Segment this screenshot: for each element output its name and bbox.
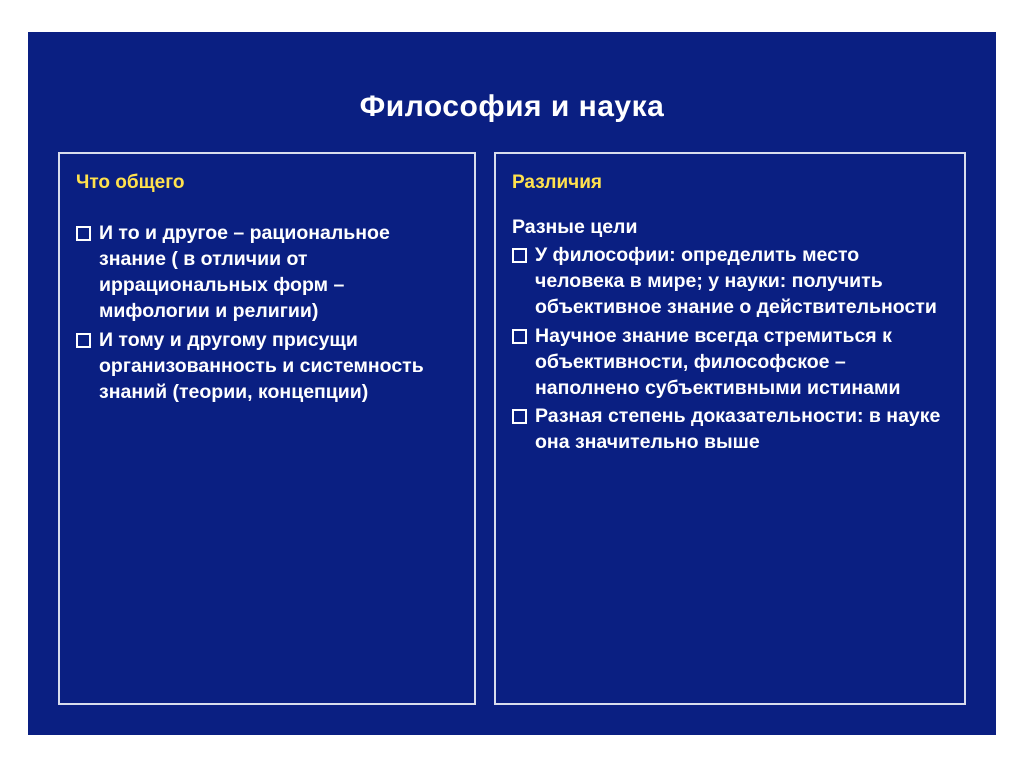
slide-canvas — [28, 32, 996, 735]
list-item — [512, 323, 950, 401]
square-bullet-icon — [512, 248, 527, 263]
columns-container — [58, 152, 966, 705]
list-item-text: Разная степень доказательности: в науке она значительно выше — [535, 404, 941, 453]
square-bullet-icon — [76, 226, 91, 241]
page-title: Философия и наука — [359, 90, 665, 123]
list-item-text: Научное знание всегда стремиться к объективности, философское – наполнено субъективными истинами — [535, 324, 901, 399]
column-differences — [494, 152, 966, 705]
list-item — [76, 327, 460, 405]
column-heading-common: Что общего — [76, 172, 185, 193]
list-item-text: У философии: определить место человека в мире; у науки: получить объективное знание о действительности — [535, 244, 937, 319]
column-what-in-common — [58, 152, 476, 705]
square-bullet-icon — [512, 409, 527, 424]
subheading-different-goals: Разные цели — [512, 216, 638, 238]
list-item-text: И то и другое – рациональное знание ( в отличии от иррациональных форм – мифологии и религии) — [99, 222, 390, 323]
column-heading-differences: Различия — [512, 172, 602, 193]
list-item — [512, 242, 950, 320]
list-item — [76, 220, 460, 325]
square-bullet-icon — [76, 333, 91, 348]
list-item-text: И тому и другому присущи организованность и системность знаний (теории, концепции) — [99, 328, 424, 403]
square-bullet-icon — [512, 329, 527, 344]
list-item — [512, 403, 950, 455]
